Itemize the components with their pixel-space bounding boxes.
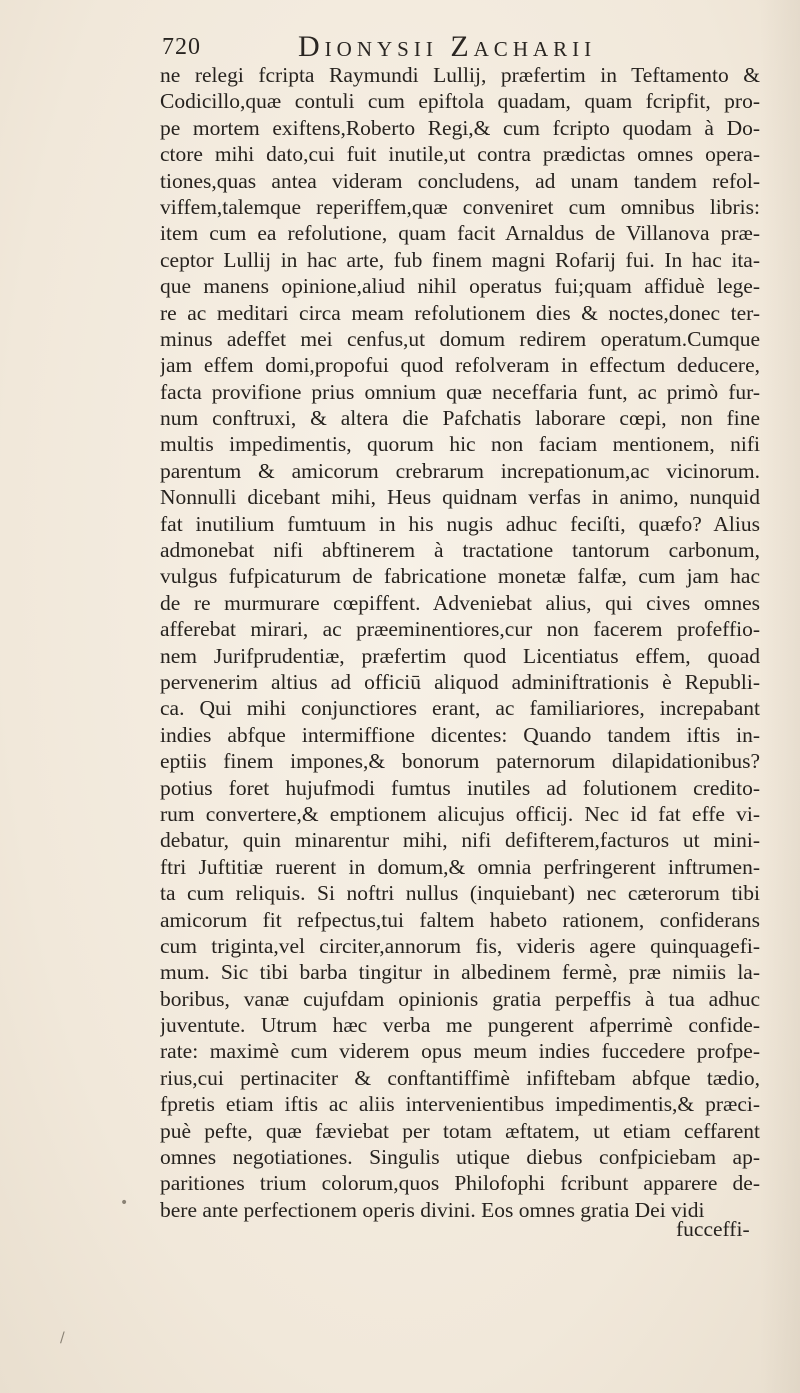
text-line: ceptor Lullij in hac arte, fub finem magni Rofarij fui. In hac ita- bbox=[160, 247, 760, 272]
text-line: fpretis etiam iftis ac aliis intervenientibus impedimentis,& præci- bbox=[160, 1092, 760, 1117]
running-title: Dionysii Zacharii bbox=[298, 30, 597, 63]
running-head bbox=[162, 30, 762, 66]
text-line: juventute. Utrum hæc verba me pungerent afperrimè confide- bbox=[160, 1013, 760, 1038]
text-line: amicorum fit refpectus,tui faltem habeto rationem, confiderans bbox=[160, 907, 760, 932]
page-edge-shadow bbox=[760, 0, 800, 1393]
text-line: Codicillo,quæ contuli cum epiftola quadam, quam fcripfit, pro- bbox=[160, 89, 760, 114]
margin-stroke: / bbox=[60, 1330, 65, 1346]
text-line: pervenerim altius ad officiū aliquod adminiftrationis è Republi- bbox=[160, 669, 760, 694]
page-number: 720 bbox=[162, 34, 201, 60]
catchword: fucceffi- bbox=[676, 1217, 750, 1241]
text-line: bere ante perfectionem operis divini. Eos omnes gratia Dei vidi bbox=[160, 1197, 705, 1222]
text-line: omnes negotiationes. Singulis utique diebus confpiciebam ap- bbox=[160, 1145, 760, 1170]
text-line: rius,cui pertinaciter & conftantiffimè infiftebam abfque tædio, bbox=[160, 1065, 760, 1090]
text-line: num conftruxi, & altera die Pafchatis laborare cœpi, non fine bbox=[160, 406, 760, 431]
text-line: potius foret hujufmodi fumtus inutiles ad folutionem credito- bbox=[160, 775, 760, 800]
text-line: pe mortem exiftens,Roberto Regi,& cum fcripto quodam à Do- bbox=[160, 115, 760, 140]
text-line: cum triginta,vel circiter,annorum fis, videris agere quinquagefi- bbox=[160, 933, 760, 958]
text-line: parentum & amicorum crebrarum increpationum,ac vicinorum. bbox=[160, 458, 760, 483]
text-line: facta provifione prius omnium quæ neceffaria funt, ac primò fur- bbox=[160, 379, 760, 404]
text-line: minus adeffet mei cenfus,ut domum redirem operatum.Cumque bbox=[160, 326, 760, 351]
text-line: debatur, quin minarentur mihi, nifi defifterem,facturos ut mini- bbox=[160, 828, 760, 853]
text-line: jam effem domi,propofui quod refolveram in effectum deducere, bbox=[160, 353, 760, 378]
text-line: ca. Qui mihi conjunctiores erant, ac familiariores, increpabant bbox=[160, 696, 760, 721]
text-line: re ac meditari circa meam refolutionem dies & noctes,donec ter- bbox=[160, 300, 760, 325]
text-line: item cum ea refolutione, quam facit Arnaldus de Villanova præ- bbox=[160, 221, 760, 246]
text-line: boribus, vanæ cujufdam opinionis gratia perpeffis à tua adhuc bbox=[160, 986, 760, 1011]
text-line: eptiis finem impones,& bonorum paternorum dilapidationibus? bbox=[160, 749, 760, 774]
text-line: ctore mihi dato,cui fuit inutile,ut contra prædictas omnes opera- bbox=[160, 142, 760, 167]
text-line: rum convertere,& emptionem alicujus officij. Nec id fat effe vi- bbox=[160, 801, 760, 826]
text-line: Nonnulli dicebant mihi, Heus quidnam verfas in animo, nunquid bbox=[160, 485, 760, 510]
text-line: tiones,quas antea videram concludens, ad unam tandem refol- bbox=[160, 168, 760, 193]
text-line: multis impedimentis, quorum hic non faciam mentionem, nifi bbox=[160, 432, 760, 457]
text-line: viffem,talemque reperiffem,quæ conveniret cum omnibus libris: bbox=[160, 194, 760, 219]
text-line: de re murmurare cœpiffent. Adveniebat alius, qui cives omnes bbox=[160, 590, 760, 615]
body-text bbox=[160, 62, 760, 1223]
text-line: afferebat mirari, ac præeminentiores,cur non facerem profeffio- bbox=[160, 617, 760, 642]
text-line: ne relegi fcripta Raymundi Lullij, præfertim in Teftamento & bbox=[160, 63, 760, 87]
text-line: mum. Sic tibi barba tingitur in albedinem fermè, præ nimiis la- bbox=[160, 960, 760, 985]
margin-dot: • bbox=[120, 1195, 129, 1211]
text-line: vulgus fufpicaturum de fabricatione monetæ falfæ, cum jam hac bbox=[160, 564, 760, 589]
text-line: nem Jurifprudentiæ, præfertim quod Licentiatus effem, quoad bbox=[160, 643, 760, 668]
text-line: ftri Juftitiæ ruerent in domum,& omnia perfringerent inftrumen- bbox=[160, 854, 760, 879]
text-line: admonebat nifi abftinerem à tractatione tantorum carbonum, bbox=[160, 538, 760, 563]
text-line: fat inutilium fumtuum in his nugis adhuc feciſti, quæfo? Alius bbox=[160, 511, 760, 536]
text-line: indies abfque intermiffione dicentes: Quando tandem iftis in- bbox=[160, 722, 760, 747]
text-line: que manens opinione,aliud nihil operatus fui;quam affiduè lege- bbox=[160, 274, 760, 299]
text-line: ta cum reliquis. Si noftri nullus (inquiebant) nec cæterorum tibi bbox=[160, 881, 760, 906]
text-line: rate: maximè cum viderem opus meum indies fuccedere profpe- bbox=[160, 1039, 760, 1064]
text-line: puè pefte, quæ fæviebat per totam æftatem, ut etiam ceffarent bbox=[160, 1118, 760, 1143]
text-line: paritiones trium colorum,quos Philofophi fcribunt apparere de- bbox=[160, 1171, 760, 1196]
